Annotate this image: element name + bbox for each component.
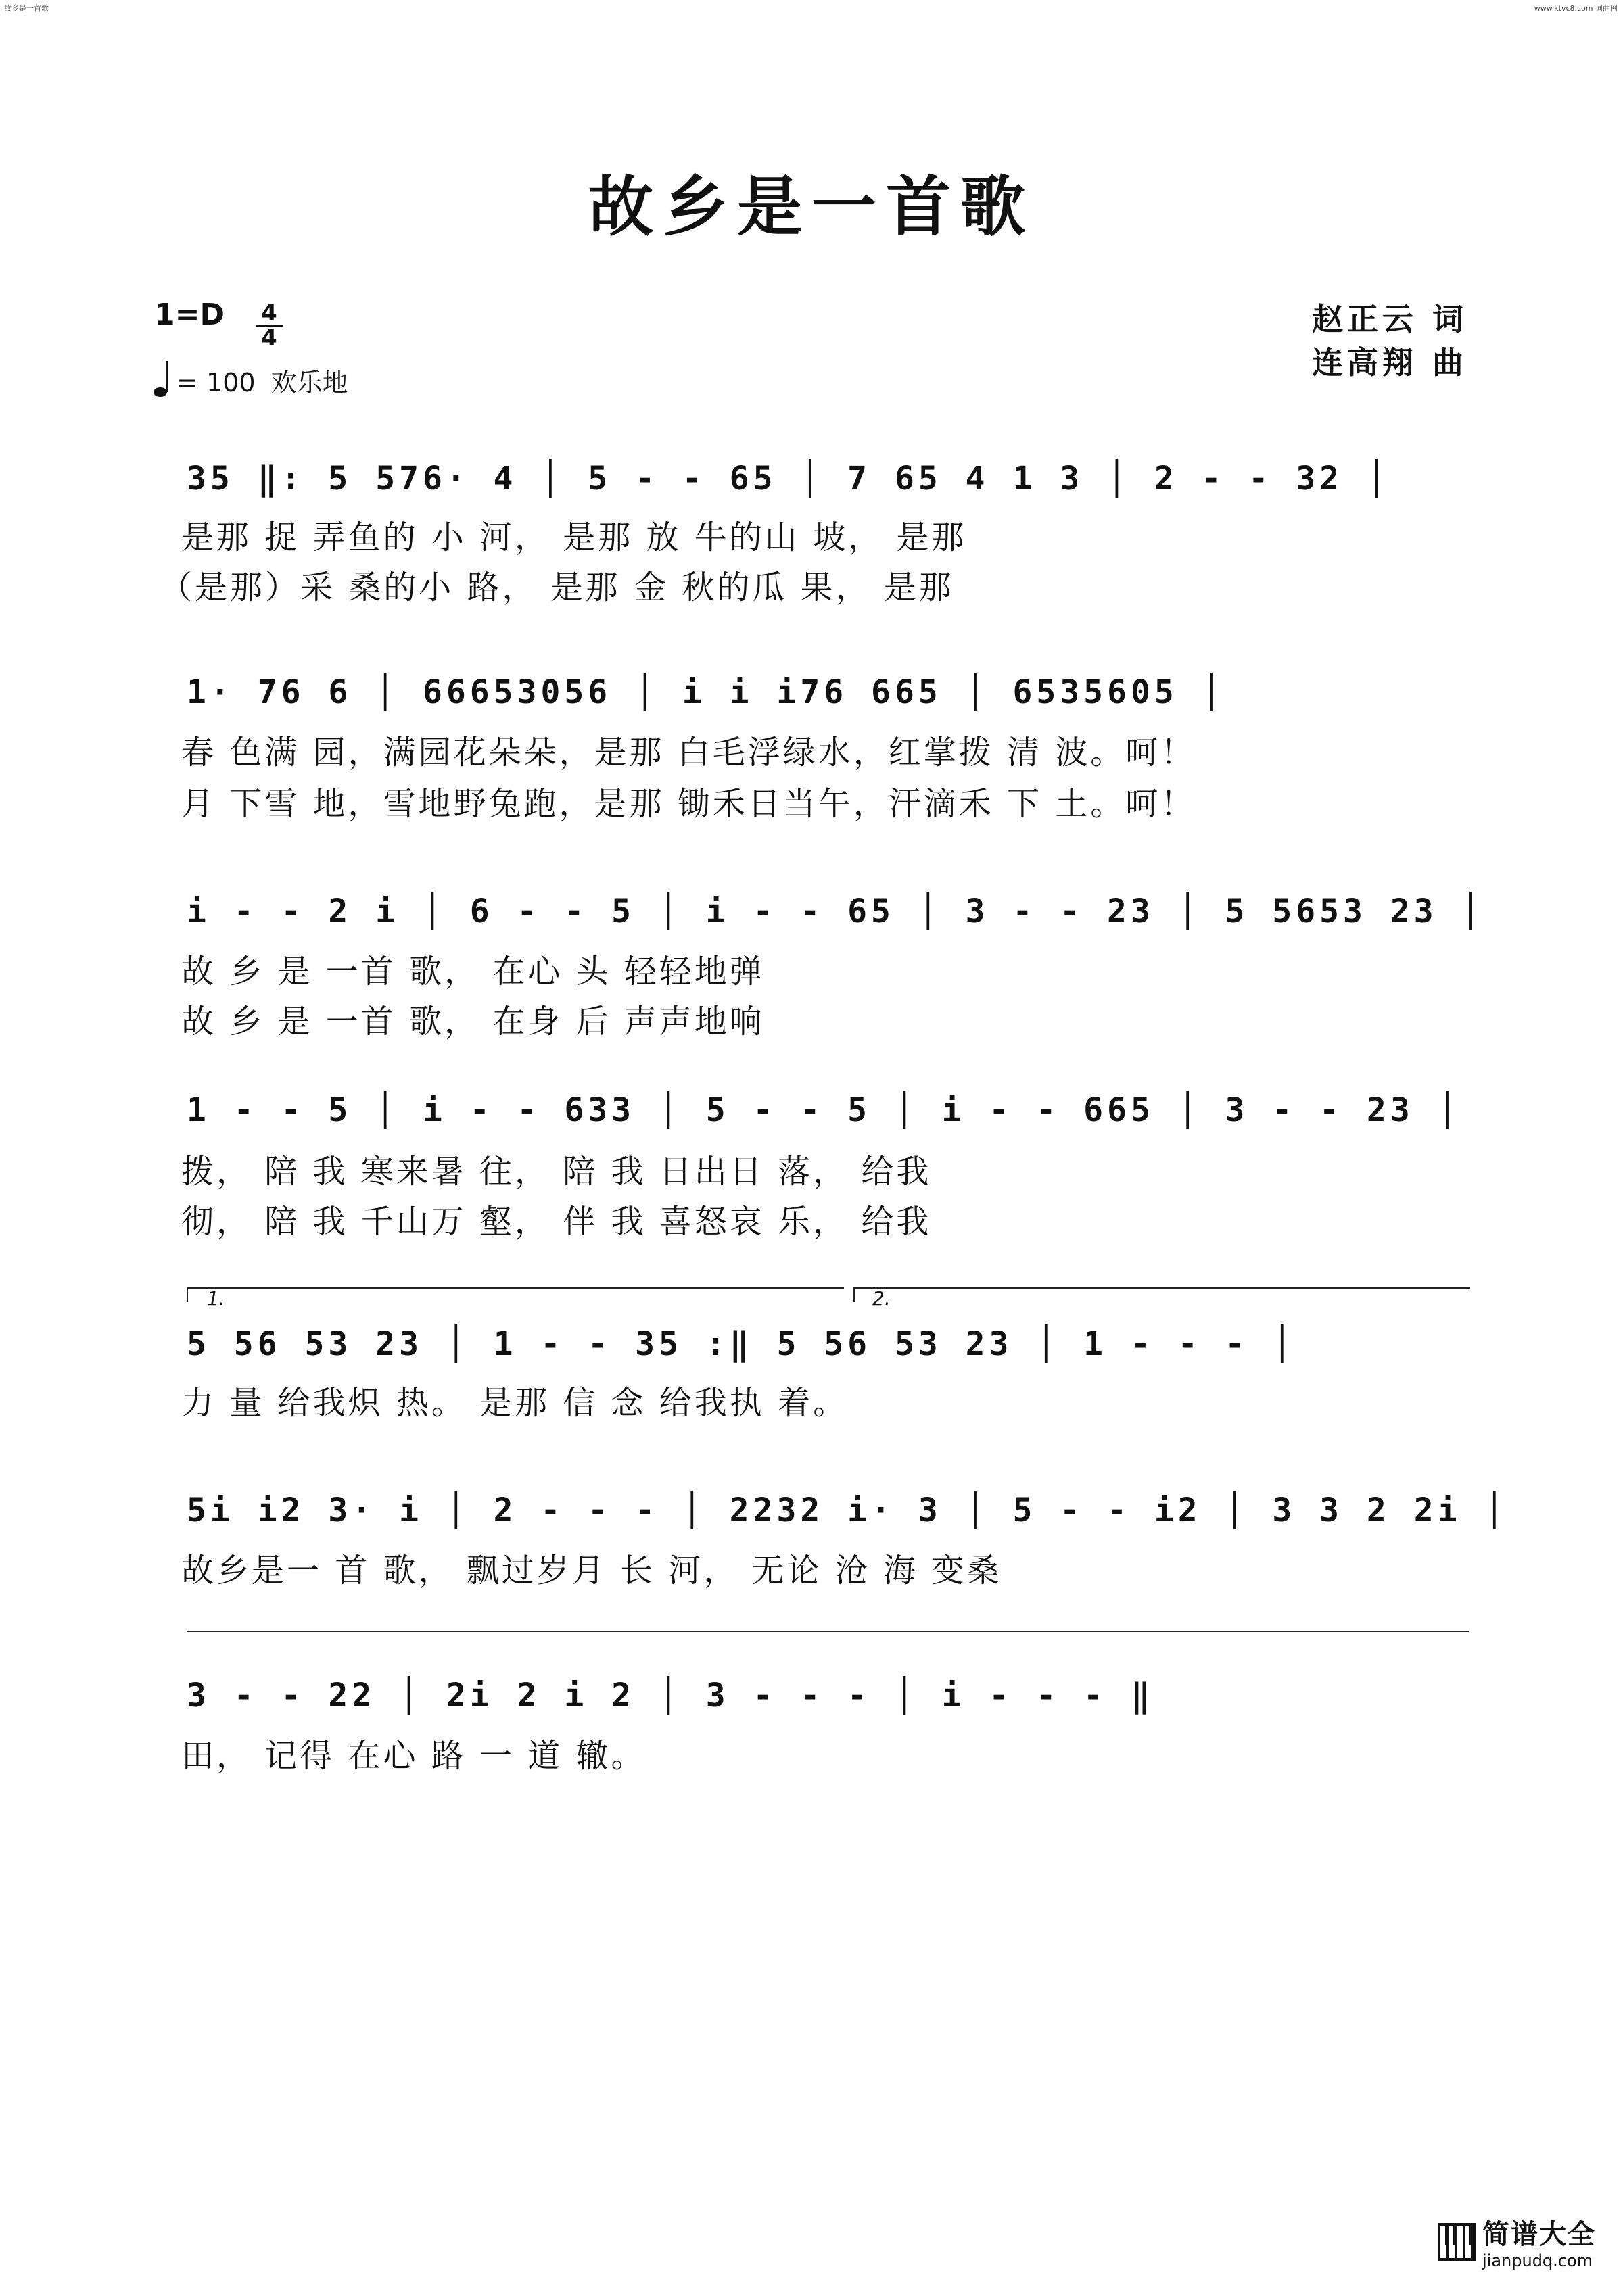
- volta-bracket-2: [853, 1287, 1470, 1302]
- time-sig-top: 4: [256, 302, 283, 327]
- piano-keys-icon: [1438, 2223, 1476, 2261]
- score-line-5-notes: 5 56 53 23 │ 1 - - 35 :‖ 5 56 53 23 │ 1 - - - │: [187, 1325, 1296, 1363]
- volta-2-label: 2.: [872, 1287, 891, 1310]
- site-logo: [1438, 2213, 1596, 2270]
- score-line-3-notes: i - - 2 i │ 6 - - 5 │ i - - 65 │ 3 - - 23 │ 5 5653 23 │: [187, 892, 1485, 930]
- score-line-3-lyric-1: 故 乡 是 一首 歌， 在心 头 轻轻地弹: [181, 953, 765, 990]
- score-line-2-notes: 1· 76 6 │ 66653056 │ i i i76 665 │ 6535605 │: [187, 673, 1225, 711]
- logo-main-text: 简谱大全: [1482, 2219, 1596, 2250]
- song-title: 故乡是一首歌: [588, 169, 1035, 245]
- score-line-4-lyric-1: 拨， 陪 我 寒来暑 往， 陪 我 日出日 落， 给我: [181, 1153, 932, 1191]
- tempo-expression: 欢乐地: [270, 368, 348, 398]
- header-left-text: 故乡是一首歌: [4, 4, 49, 13]
- score-line-3-lyric-2: 故 乡 是 一首 歌， 在身 后 声声地响: [181, 1003, 765, 1041]
- score-line-6-lyric-1: 故乡是一 首 歌， 飘过岁月 长 河， 无论 沧 海 变桑: [181, 1552, 1002, 1589]
- score-line-7-notes: 3 - - 22 │ 2i 2 i 2 │ 3 - - - │ i - - - ‖: [187, 1677, 1154, 1715]
- composer-credit: 连高翔 曲: [1311, 344, 1467, 381]
- score-line-1-lyric-1: 是那 捉 弄鱼的 小 河， 是那 放 牛的山 坡， 是那: [181, 519, 967, 556]
- score-line-2-lyric-2: 月 下雪 地，雪地野兔跑，是那 锄禾日当午，汗滴禾 下 土。呵！: [181, 785, 1196, 823]
- header-right-text: www.ktvc8.com 词曲网: [1534, 4, 1618, 13]
- score-line-4-notes: 1 - - 5 │ i - - 633 │ 5 - - 5 │ i - - 665 │ 3 - - 23 │: [187, 1091, 1461, 1129]
- volta-bracket-1: [187, 1287, 844, 1302]
- time-sig-bottom: 4: [261, 325, 277, 352]
- time-signature: [256, 302, 283, 350]
- tempo-marking: [153, 358, 348, 399]
- score-line-7-lyric-1: 田， 记得 在心 路 一 道 辙。: [181, 1737, 646, 1775]
- volta-1-label: 1.: [207, 1287, 225, 1310]
- score-line-5-lyric-1: 力 量 给我炽 热。 是那 信 念 给我执 着。: [181, 1384, 849, 1422]
- score-line-2-lyric-1: 春 色满 园，满园花朵朵，是那 白毛浮绿水，红掌拨 清 波。呵！: [181, 734, 1196, 771]
- score-line-1-lyric-2: （是那）采 桑的小 路， 是那 金 秋的瓜 果， 是那: [160, 569, 954, 606]
- tempo-value: = 100: [177, 368, 256, 398]
- score-line-4-lyric-2: 彻， 陪 我 千山万 壑， 伴 我 喜怒哀 乐， 给我: [181, 1203, 932, 1241]
- score-line-1-notes: 35 ‖: 5 576· 4 │ 5 - - 65 │ 7 65 4 1 3 │ 2 - - 32 │: [187, 460, 1390, 498]
- quarter-note-icon: [153, 358, 173, 399]
- ending-rule: [187, 1631, 1469, 1632]
- key-signature: 1=D: [154, 297, 225, 332]
- score-line-6-notes: 5i i2 3· i │ 2 - - - │ 2232 i· 3 │ 5 - - i2 │ 3 3 2 2i │: [187, 1491, 1509, 1529]
- lyricist-credit: 赵正云 词: [1311, 301, 1467, 337]
- logo-sub-text: jianpudq.com: [1482, 2251, 1593, 2270]
